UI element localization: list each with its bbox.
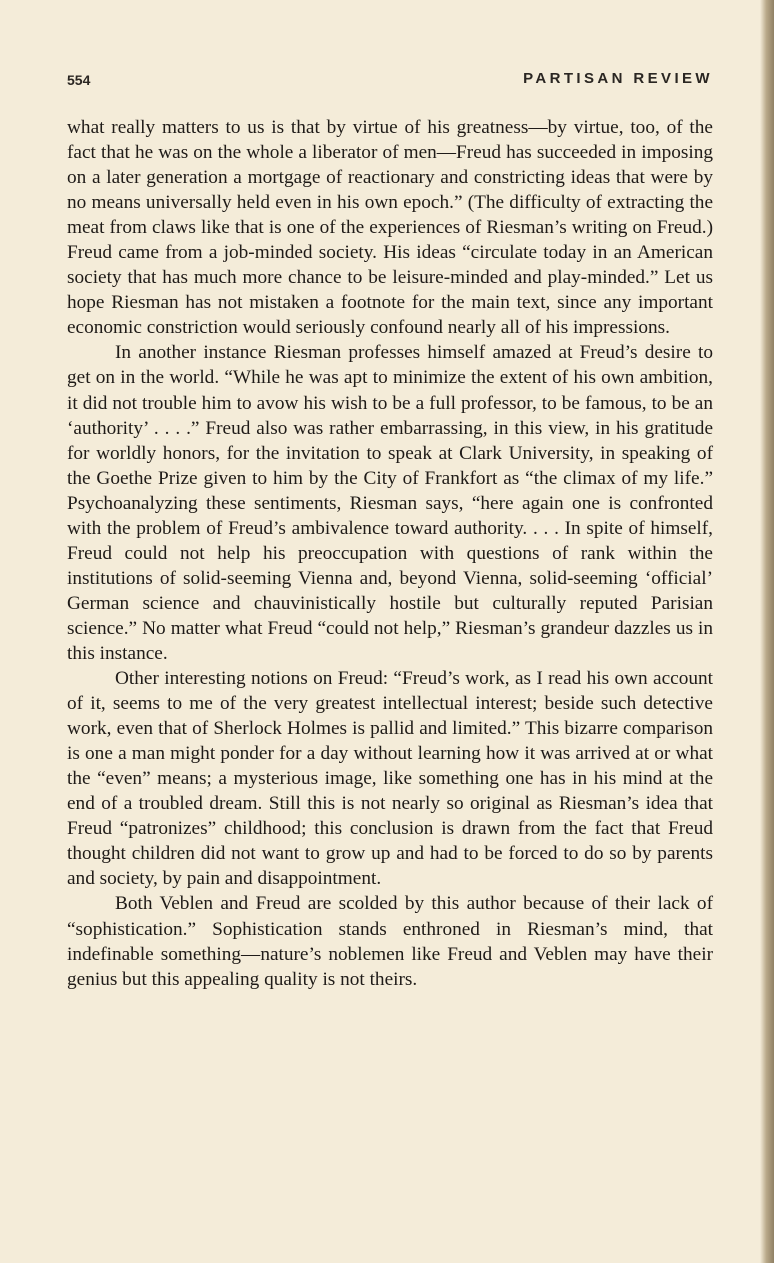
paragraph-4: Both Veblen and Freud are scolded by this author because of their lack of “sophistication.” Sophistication stands enthroned in Riesman’s mind, that indefinable something—nature’s noblemen like Freud and Veblen may have their genius but this appealing quality is not theirs. xyxy=(67,893,713,990)
paragraph-1: what really matters to us is that by virtue of his greatness—by virtue, too, of the fact that he was on the whole a liberator of men—Freud has succeeded in imposing on a later generation a mortgage of reactionary and constricting ideas that were by no means universally held even in his own epoch.” (The difficulty of extracting the meat from claws like that is one of the experiences of Riesman’s writing on Freud.) Freud came from a job-minded society. His ideas “circulate today in an American society that has much more chance to be leisure-minded and play-minded.” Let us hope Riesman has not mistaken a footnote for the main text, since any important economic constriction would seriously confound nearly all of his impressions. xyxy=(67,117,713,339)
paragraph-2: In another instance Riesman professes himself amazed at Freud’s desire to get on in the world. “While he was apt to minimize the extent of his own ambition, it did not trouble him to avow his wish to be a full professor, to be famous, to be an ‘authority’ . . . .” Freud also was rather embarrassing, in this view, in his gratitude for worldly honors, for the invitation to speak at Clark University, in speaking of the Goethe Prize given to him by the City of Frankfort as “the climax of my life.” Psychoanalyzing these sentiments, Riesman says, “here again one is confronted with the problem of Freud’s ambivalence toward authority. . . . In spite of himself, Freud could not help his preoccupation with questions of rank within the institutions of solid-seeming Vienna and, beyond Vienna, solid-seeming ‘official’ German science and chauvinistically hostile but culturally reputed Parisian science.” No matter what Freud “could not help,” Riesman’s grandeur dazzles us in this instance. xyxy=(67,342,713,664)
paragraph-3: Other interesting notions on Freud: “Freud’s work, as I read his own account of it, seems to me of the very greatest intellectual interest; beside such detective work, even that of Sherlock Holmes is pallid and limited.” This bizarre comparison is one a man might ponder for a day without learning how it was arrived at or what the “even” means; a mysterious image, like something one has in his mind at the end of a troubled dream. Still this is not nearly so original as Riesman’s idea that Freud “patronizes” childhood; this conclusion is drawn from the fact that Freud thought children did not want to grow up and had to be forced to do so by parents and society, by pain and disappointment. xyxy=(67,668,713,890)
page-header xyxy=(67,70,713,92)
article-body xyxy=(67,115,713,992)
page-edge-shadow xyxy=(760,0,774,1263)
running-head: PARTISAN REVIEW xyxy=(523,70,713,87)
page-number: 554 xyxy=(67,72,91,88)
